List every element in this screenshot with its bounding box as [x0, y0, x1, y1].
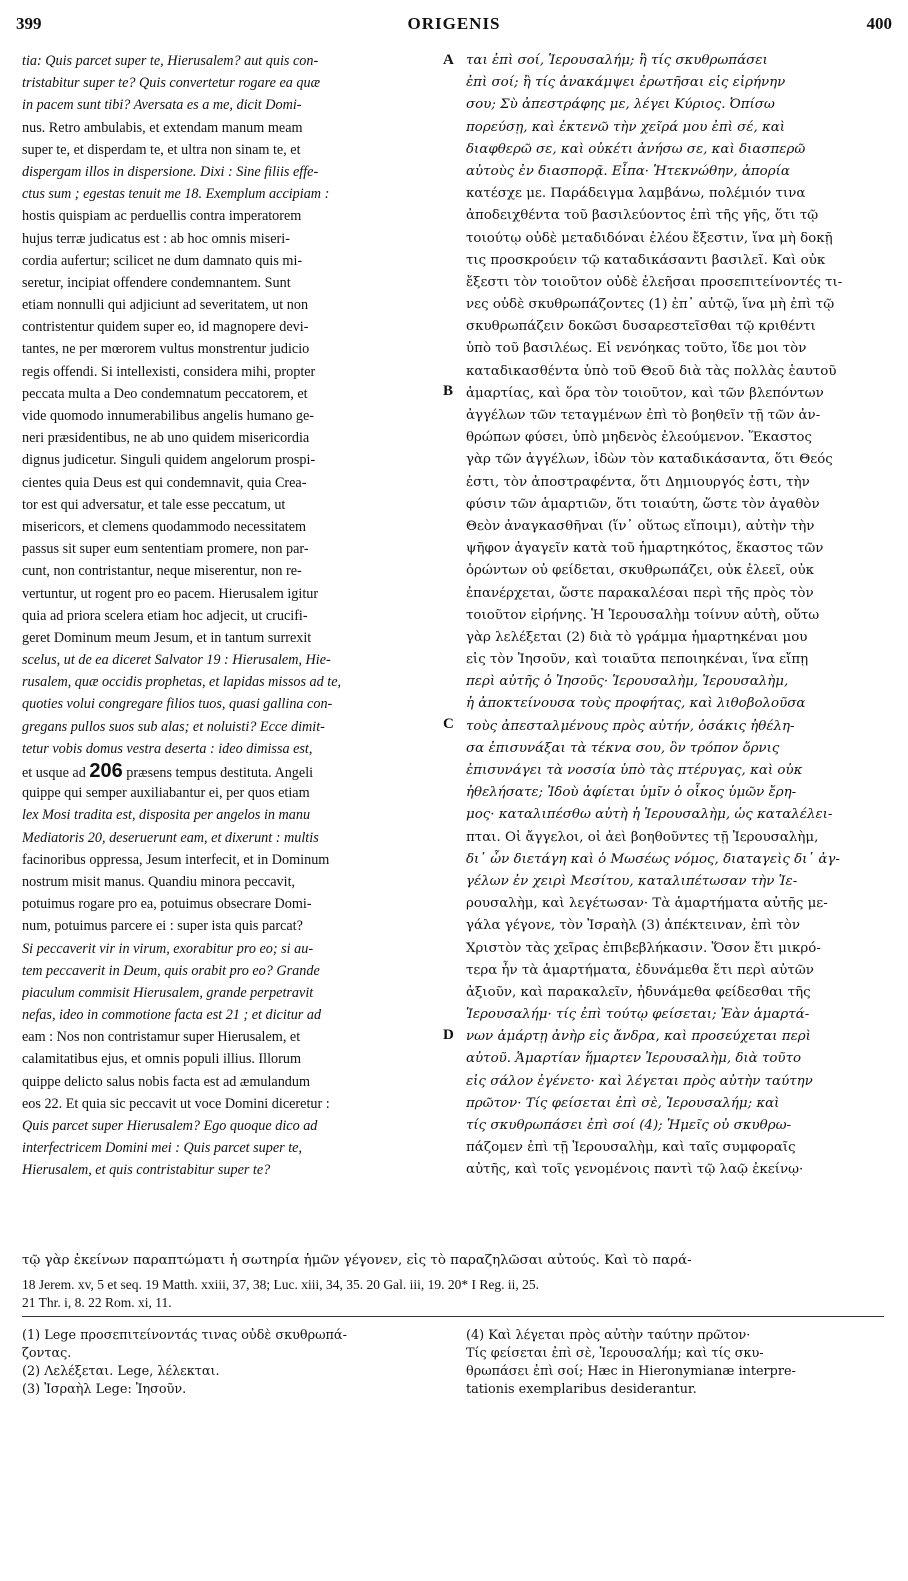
greek-text-line: φύσιν τῶν ἁμαρτιῶν, ὅτι τοιαύτη, ὥστε τὸν ἀγαθὸν: [466, 496, 820, 512]
greek-text-line: ὁρώντων οὐ φείδεται, σκυθρωπάζει, οὐκ ἐλεεῖ, οὐκ: [466, 563, 814, 579]
margin-letter-a: A: [443, 52, 454, 68]
latin-text-line: tantes, ne per mœrorem vultus monstrentur judicio: [22, 341, 310, 358]
greek-text-line: αὐτοῦ. Ἁμαρτίαν ἥμαρτεν Ἱερουσαλὴμ, διὰ τοῦτο: [466, 1051, 802, 1067]
latin-text-line: contristentur quidem super eo, id magnopere devi-: [22, 319, 309, 336]
folio-marker: 206: [89, 760, 123, 782]
page-header: [16, 14, 892, 44]
latin-text-line: gregans pullos suos sub alas; et noluisti? Ecce dimit-: [22, 718, 325, 735]
latin-text-line: tristabitur super te? Quis convertetur rogare ea quæ: [22, 75, 321, 92]
latin-text-line: nus. Retro ambulabis, et extendam manum meam: [22, 119, 303, 136]
latin-text-line: dispergam illos in dispersione. Dixi : Sine filiis effe-: [22, 163, 319, 180]
greek-text-line: κατέσχε με. Παράδειγμα λαμβάνω, πολέμιόν τινα: [466, 186, 806, 202]
greek-text-line: δι᾽ ὧν διετάγη καὶ ὁ Μωσέως νόμος, διαταγεὶς δι᾽ ἀγ-: [466, 851, 840, 867]
critical-note-line: (2) Λελέξεται. Lege, λέλεκται.: [22, 1364, 220, 1379]
margin-letter-c: C: [443, 716, 454, 732]
greek-text-line: εἰς τὸν Ἰησοῦν, καὶ τοιαῦτα πεποιηκέναι, ἵνα εἴπῃ: [466, 652, 809, 668]
footnote-references: [22, 1276, 884, 1312]
greek-text-line: Θεὸν ἀναγκασθῆναι (ἵν᾽ οὕτως εἴποιμι), αὐτὴν τὴν: [466, 518, 815, 534]
critical-notes-right: [466, 1327, 884, 1399]
critical-note-line: θρωπάσει ἐπὶ σοί; Hæc in Hieronymianæ interpre-: [466, 1364, 796, 1379]
greek-text-line: γέλων ἐν χειρὶ Μεσίτου, καταλιπέτωσαν τὴν Ἱε-: [466, 873, 798, 889]
greek-text-line: ἐπανέρχεται, ὥστε παρακαλέσαι περὶ τῆς πρὸς τὸν: [466, 585, 814, 601]
latin-text-line: quoties volui congregare filios tuos, quasi gallina con-: [22, 696, 333, 713]
latin-text-line: geret Dominum meum Jesum, et in tantum surrexit: [22, 629, 312, 646]
greek-text-line: ρουσαλὴμ, καὶ λεγέτωσαν· Τὰ ἁμαρτήματα αὐτῆς με-: [466, 896, 828, 912]
critical-note-line: (4) Καὶ λέγεται πρὸς αὐτὴν ταύτην πρῶτον·: [466, 1328, 751, 1343]
greek-text-line: διαφθερῶ σε, καὶ οὐκέτι ἀνήσω σε, καὶ διασπερῶ: [466, 141, 806, 157]
greek-text-line: Χριστὸν τὰς χεῖρας ἐπιβεβλήκασιν. Ὅσον ἔτι μικρό-: [466, 940, 821, 956]
greek-text-line: ἐπὶ σοί; ἢ τίς ἀνακάμψει ἐρωτῆσαι εἰς εἰρήνην: [466, 75, 786, 91]
latin-text-line: potuimus rogare pro ea, potuimus obsecrare Domi-: [22, 896, 312, 913]
greek-text-line: αὐτῆς, καὶ τοῖς γενομένοις παντὶ τῷ λαῷ ἐκείνῳ·: [466, 1162, 804, 1178]
latin-text-line: hujus terræ judicatus est : ab hoc omnis miseri-: [22, 230, 290, 247]
footnote-reference-line: 18 Jerem. xv, 5 et seq. 19 Matth. xxiii, 37, 38; Luc. xiii, 34, 35. 20 Gal. iii, 19. 20* I Reg. ii, 25.: [22, 1277, 539, 1292]
latin-text-line: tem peccaverit in Deum, quis orabit pro eo? Grande: [22, 962, 320, 979]
notes-divider: [22, 1316, 884, 1317]
critical-note-line: (1) Lege προσεπιτείνοντάς τινας οὐδὲ σκυθρωπά-: [22, 1328, 347, 1343]
greek-text-line: ἔξεστι τὸν τοιοῦτον οὐδὲ ἐλεῆσαι προσεπιτείνοντές τι-: [466, 274, 843, 290]
latin-text-line: tetur vobis domus vestra deserta : ideo dimissa est,: [22, 740, 313, 757]
greek-text-line: ἐστι, τὸν ἀποστραφέντα, ὅτι Δημιουργός ἐστι, τὴν: [466, 474, 810, 490]
critical-note-line: Τίς φείσεται ἐπὶ σὲ, Ἱερουσαλήμ; καὶ τίς σκυ-: [466, 1346, 764, 1361]
latin-text-line: et usque ad 206 præsens tempus destituta. Angeli: [22, 760, 314, 782]
latin-text-line: facinoribus oppressa, Jesum interfecit, et in Dominum: [22, 851, 330, 868]
latin-text-line: tia: Quis parcet super te, Hierusalem? aut quis con-: [22, 53, 319, 69]
greek-text-line: πρῶτον· Τίς φείσεται ἐπὶ σὲ, Ἱερουσαλήμ; καὶ: [466, 1095, 780, 1111]
footnote-reference-line: 21 Thr. i, 8. 22 Rom. xi, 11.: [22, 1295, 172, 1310]
latin-text-line: Mediatoris 20, deseruerunt eam, et dixerunt : multis: [22, 829, 319, 846]
latin-text-line: scelus, ut de ea diceret Salvator 19 : Hierusalem, Hie-: [22, 652, 331, 669]
latin-text-line: piaculum commisit Hierusalem, grande perpetravit: [22, 984, 314, 1001]
greek-text-line: τοιούτῳ οὐδὲ μεταδιδόναι ἐλέου ἔξεστιν, ἵνα μὴ δοκῇ: [466, 230, 833, 246]
latin-text-line: calamitatibus ejus, et omnis populi illius. Illorum: [22, 1051, 301, 1068]
greek-text-line: καταδικασθέντα ὑπὸ τοῦ Θεοῦ διὰ τὰς πολλὰς ἑαυτοῦ: [466, 363, 837, 379]
latin-text-line: interfectricem Domini mei : Quis parcet super te,: [22, 1140, 303, 1157]
greek-text-line: γάλα γέγονε, τὸν Ἰσραὴλ (3) ἀπέκτειναν, ἐπὶ τὸν: [466, 918, 801, 934]
critical-notes-left: [22, 1327, 432, 1399]
greek-text-line: μος· καταλιπέσθω αὐτὴ ἡ Ἱερουσαλὴμ, ὡς καταλέλει-: [466, 807, 833, 823]
latin-text-line: vide quomodo innumerabilibus angelis humano ge-: [22, 408, 314, 424]
greek-text-line: ἠθελήσατε; Ἰδοὺ ἀφίεται ὑμῖν ὁ οἶκος ὑμῶν ἔρη-: [466, 785, 797, 801]
greek-text-line: ἐπισυνάγει τὰ νοσσία ὑπὸ τὰς πτέρυγας, καὶ οὐκ: [466, 763, 803, 778]
greek-text-line: τις προσκρούειν τῷ καταδικάσαντι βασιλεῖ. Καὶ οὐκ: [466, 252, 826, 268]
latin-text-line: Si peccaverit vir in virum, exorabitur pro eo; si au-: [22, 940, 314, 957]
greek-column: [466, 50, 884, 1182]
latin-text-line: nefas, ideo in commotione facta est 21 ; et dicitur ad: [22, 1007, 322, 1024]
latin-text-line: hostis quispiam ac perduellis contra imperatorem: [22, 208, 302, 225]
latin-text-line: dignus judicetur. Singuli quidem angelorum prospi-: [22, 452, 316, 469]
latin-text-line: passus sit super eum sententiam promere, non par-: [22, 541, 309, 558]
greek-text-line: ἡ ἀποκτείνουσα τοὺς προφήτας, καὶ λιθοβολοῦσα: [466, 696, 806, 712]
critical-note-line: ζοντας.: [22, 1346, 72, 1361]
greek-text-line: πται. Οἱ ἄγγελοι, οἱ ἀεὶ βοηθοῦντες τῇ Ἱερουσαλὴμ,: [466, 829, 819, 845]
page-number-right: 400: [866, 14, 892, 33]
latin-text-line: regis offendi. Si intellexisti, considera mihi, propter: [22, 363, 316, 380]
latin-text-line: cunt, non contristantur, neque miserentur, non re-: [22, 563, 302, 580]
greek-text-line: σκυθρωπάζειν δοκῶσι δυσαρεστεῖσθαι τῷ κριθέντι: [466, 319, 816, 335]
latin-text-line: etiam nonnulli qui adjiciunt ad severitatem, ut non: [22, 297, 309, 314]
latin-text-line: lex Mosi tradita est, disposita per angelos in manu: [22, 807, 311, 824]
greek-text-line: τοὺς ἀπεσταλμένους πρὸς αὐτήν, ὁσάκις ἠθέλη-: [466, 718, 795, 734]
latin-text-line: eos 22. Et quia sic peccavit ut voce Domini diceretur :: [22, 1095, 330, 1112]
greek-text-line: Ἱερουσαλήμ· τίς ἐπὶ τούτῳ φείσεται; Ἐὰν ἁμαρτά-: [466, 1007, 810, 1023]
page-number-left: 399: [16, 14, 42, 33]
running-title: ORIGENIS: [407, 14, 501, 33]
latin-text-line: neri præsidentibus, ne ab uno quidem misericordia: [22, 430, 310, 447]
greek-text-line: τερα ἦν τὰ ἁμαρτήματα, ἐδυνάμεθα ἔτι περὶ αὐτῶν: [466, 962, 814, 978]
critical-note-line: tationis exemplaribus desiderantur.: [466, 1382, 697, 1397]
greek-text-line: τίς σκυθρωπάσει ἐπὶ σοί (4); Ἡμεῖς οὐ σκυθρω-: [466, 1118, 792, 1133]
greek-text-line: εἰς σάλον ἐγένετο· καὶ λέγεται πρὸς αὐτὴν ταύτην: [466, 1073, 813, 1089]
greek-text-line: ψῆφον ἀγαγεῖν κατὰ τοῦ ἡμαρτηκότος, ἕκαστος τῶν: [466, 541, 824, 557]
greek-text-line: θρώπων φύσει, ὑπὸ μηδενὸς ἐλεούμενον. Ἕκαστος: [466, 430, 812, 446]
latin-text-line: cordia aufertur; scilicet ne dum damnato quis mi-: [22, 252, 303, 269]
latin-text-line: misericors, et clemens quodammodo necessitatem: [22, 518, 307, 535]
latin-text-line: tor est qui adversatur, et tale esse peccatum, ut: [22, 496, 286, 513]
greek-text-line: σου; Σὺ ἀπεστράφης με, λέγει Κύριος. Ὀπίσω: [466, 97, 775, 113]
margin-letter-d: D: [443, 1027, 454, 1043]
latin-text-line: Quis parcet super Hierusalem? Ego quoque dico ad: [22, 1118, 318, 1134]
greek-text-line: ὑπὸ τοῦ βασιλέως. Εἰ νενόηκας τοῦτο, ἴδε μοι τὸν: [466, 341, 807, 357]
greek-text-line: πάζομεν ἐπὶ τῇ Ἱερουσαλὴμ, καὶ ταῖς συμφοραῖς: [466, 1140, 796, 1156]
latin-text-line: quippe delicto salus nobis facta est ad æmulandum: [22, 1073, 311, 1090]
latin-text-line: ctus sum ; egestas tenuit me 18. Exemplum accipiam :: [22, 186, 330, 203]
greek-text-line: σα ἐπισυνάξαι τὰ τέκνα σου, ὃν τρόπον ὄρνις: [466, 740, 780, 756]
latin-text-line: nostrum misit manus. Quandiu minora peccavit,: [22, 873, 296, 890]
greek-text-line: τοιοῦτον εἰρήνης. Ἡ Ἱερουσαλὴμ τοίνυν αὐτὴ, οὕτω: [466, 607, 820, 623]
greek-text-line: νων ἁμάρτῃ ἀνὴρ εἰς ἄνδρα, καὶ προσεύχεται περὶ: [466, 1029, 811, 1045]
greek-text-line: ἀξιοῦν, καὶ παρακαλεῖν, ἠδυνάμεθα φείδεσθαι τῆς: [466, 984, 811, 1000]
latin-text-line: quippe qui semper auxiliabantur ei, per quos etiam: [22, 785, 310, 802]
margin-letter-b: B: [443, 383, 454, 399]
latin-column: [22, 50, 437, 1182]
greek-text-line: ἀγγέλων τῶν τεταγμένων ἐπὶ τὸ βοηθεῖν τῇ τῶν ἀν-: [466, 408, 821, 423]
greek-text-line: γὰρ τῶν ἀγγέλων, ἰδὼν τὸν καταδικάσαντα, ὅτι Θεός: [466, 452, 833, 468]
greek-text-line: περὶ αὐτῆς ὁ Ἰησοῦς· Ἱερουσαλὴμ, Ἱερουσαλὴμ,: [466, 674, 789, 690]
latin-text-line: vertuntur, ut rogent pro eo pacem. Hierusalem igitur: [22, 585, 319, 602]
latin-text-line: super te, et disperdam te, et ultra non sinam te, et: [22, 141, 301, 158]
greek-text-line: ἁμαρτίας, καὶ ὅρα τὸν τοιοῦτον, καὶ τῶν βλεπόντων: [466, 385, 824, 401]
critical-note-line: (3) Ἰσραὴλ Lege: Ἰησοῦν.: [22, 1382, 187, 1397]
latin-text-line: eam : Nos non contristamur super Hierusalem, et: [22, 1029, 301, 1046]
latin-text-line: peccata multa a Deo condemnatum peccatorem, et: [22, 385, 308, 402]
latin-text-line: num, potuimus parcere ei : super ista quis parcat?: [22, 918, 303, 935]
greek-text-line: πορεύσῃ, καὶ ἐκτενῶ τὴν χεῖρά μου ἐπὶ σέ, καὶ: [466, 119, 786, 135]
latin-text-line: seretur, incipiat offendere condemnantem. Sunt: [22, 274, 291, 291]
greek-text-line: γὰρ λελέξεται (2) διὰ τὸ γράμμα ἡμαρτηκέναι μου: [466, 629, 808, 645]
greek-continuation-line: τῷ γὰρ ἐκείνων παραπτώματι ἡ σωτηρία ἡμῶν γέγονεν, εἰς τὸ παραζηλῶσαι αὐτούς. Καὶ τὸ παρά-: [22, 1253, 692, 1268]
greek-text-line: αὐτοὺς ἐν διασπορᾷ. Εἶπα· Ἠτεκνώθην, ἀπορία: [466, 163, 790, 179]
latin-text-line: rusalem, quæ occidis prophetas, et lapidas missos ad te,: [22, 674, 342, 691]
latin-text-line: Hierusalem, et quis contristabitur super te?: [22, 1162, 271, 1179]
greek-text-line: νες οὐδὲ σκυθρωπάζοντες (1) ἐπ᾽ αὐτῷ, ἵνα μὴ ἐπὶ τῷ: [466, 297, 835, 313]
greek-text-line: ἀποδειχθέντα τοῦ βασιλεύοντος ἐπὶ τῆς γῆς, ὅτι τῷ: [466, 208, 819, 224]
latin-text-line: quia ad priora scelera etiam hoc adjecit, ut crucifi-: [22, 607, 308, 624]
greek-text-line: ται ἐπὶ σοί, Ἱερουσαλήμ; ἢ τίς σκυθρωπάσει: [466, 53, 768, 68]
latin-text-line: cientes quia Deus est qui condemnavit, quia Crea-: [22, 474, 307, 491]
latin-text-line: in pacem sunt tibi? Aversata es a me, dicit Domi-: [22, 97, 302, 114]
